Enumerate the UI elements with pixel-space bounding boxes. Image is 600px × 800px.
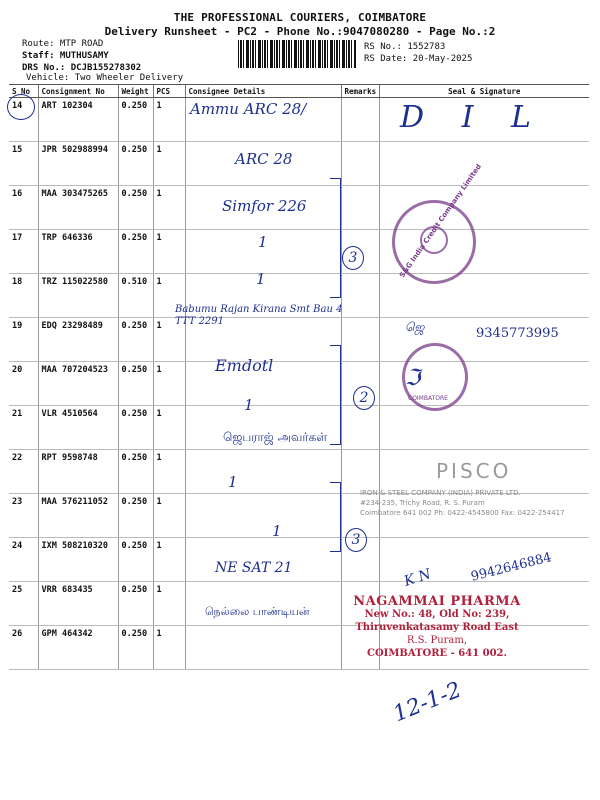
handwriting-row20: Emdotl <box>215 356 274 375</box>
cell-pcs: 1 <box>153 626 185 670</box>
row14-sno-circle <box>7 94 35 120</box>
rs-number: RS No.: 1552783 <box>364 42 446 52</box>
signature-row19: ஜெ <box>405 320 425 334</box>
signature-row20: ℑ <box>405 366 421 391</box>
header-right-block <box>364 41 472 65</box>
cell-consignment-no: JPR 502988994 <box>38 142 118 186</box>
cell-weight: 0.250 <box>118 582 153 626</box>
cell-remarks <box>341 186 379 230</box>
cell-pcs: 1 <box>153 186 185 230</box>
cell-consignment-no: TRP 646336 <box>38 230 118 274</box>
cell-weight: 0.250 <box>118 142 153 186</box>
handwriting-row16: Simfor 226 <box>222 197 307 215</box>
cell-remarks <box>341 406 379 450</box>
cell-seal-signature <box>379 274 589 318</box>
cell-consignment-no: VLR 4510564 <box>38 406 118 450</box>
route-text: Route: MTP ROAD <box>22 39 104 49</box>
cell-sno: 17 <box>9 230 38 274</box>
drs-number: DRS No.: DCJB155278302 <box>22 63 142 73</box>
cell-weight: 0.250 <box>118 626 153 670</box>
bracket-group-3 <box>330 482 341 552</box>
cell-pcs: 1 <box>153 142 185 186</box>
cell-sno: 26 <box>9 626 38 670</box>
nagammai-pharma-stamp <box>332 595 542 660</box>
cell-weight: 0.250 <box>118 538 153 582</box>
nagammai-address-3: R.S. Puram, <box>406 635 468 646</box>
signature-top: D I L <box>400 100 545 135</box>
cell-remarks <box>341 318 379 362</box>
bottom-handwriting: 12-1-2 <box>389 677 465 728</box>
cell-consignment-no: ART 102304 <box>38 98 118 142</box>
cell-consignment-no: TRZ 115022580 <box>38 274 118 318</box>
cell-consignment-no: MAA 707204523 <box>38 362 118 406</box>
cell-weight: 0.250 <box>118 318 153 362</box>
cell-sno: 21 <box>9 406 38 450</box>
bracket-group-1 <box>330 178 341 298</box>
cell-pcs: 1 <box>153 538 185 582</box>
cell-weight: 0.250 <box>118 450 153 494</box>
cell-sno: 16 <box>9 186 38 230</box>
col-consignment: Consignment No <box>38 85 118 98</box>
staff-text: Staff: MUTHUSAMY <box>22 51 109 61</box>
cell-weight: 0.250 <box>118 98 153 142</box>
handwriting-row26: நெல்லை பாண்டியன் <box>205 605 310 618</box>
ditto-row18: 1 <box>256 270 266 288</box>
pisco-logo: PISCO <box>436 459 512 483</box>
cell-pcs: 1 <box>153 494 185 538</box>
cell-sno: 22 <box>9 450 38 494</box>
ditto-row24: 1 <box>272 522 282 540</box>
handwriting-row25: NE SAT 21 <box>215 560 293 576</box>
cell-consignment-no: EDQ 23298489 <box>38 318 118 362</box>
col-consignee: Consignee Details <box>185 85 341 98</box>
pisco-line-2: #234-235, Trichy Road, R. S. Puram <box>360 499 485 507</box>
cell-sno: 18 <box>9 274 38 318</box>
count-circle-2: 2 <box>353 386 375 410</box>
nagammai-address-4: COIMBATORE - 641 002. <box>367 648 507 659</box>
cell-sno: 24 <box>9 538 38 582</box>
cell-weight: 0.250 <box>118 494 153 538</box>
table-row <box>9 230 589 274</box>
handwriting-row14: Ammu ARC 28/ <box>190 100 307 118</box>
cell-pcs: 1 <box>153 274 185 318</box>
cell-remarks <box>341 142 379 186</box>
cell-remarks <box>341 274 379 318</box>
col-seal: Seal & Signature <box>379 85 589 98</box>
cell-consignment-no: IXM 508210320 <box>38 538 118 582</box>
phone-number-2: 9942646884 <box>469 550 554 585</box>
runsheet-table <box>9 84 589 670</box>
cell-weight: 0.250 <box>118 406 153 450</box>
table-row <box>9 142 589 186</box>
handwriting-row15: ARC 28 <box>235 150 293 168</box>
cell-consignment-no: VRR 683435 <box>38 582 118 626</box>
vehicle-text: Vehicle: Two Wheeler Delivery <box>26 73 184 83</box>
header-left-block <box>22 38 141 74</box>
cell-sno: 20 <box>9 362 38 406</box>
runsheet-subtitle: Delivery Runsheet - PC2 - Phone No.:9047080280 - Page No.:2 <box>104 25 496 38</box>
table-row <box>9 362 589 406</box>
cell-weight: 0.250 <box>118 230 153 274</box>
col-sno: S No <box>9 85 38 98</box>
cell-pcs: 1 <box>153 406 185 450</box>
cell-pcs: 1 <box>153 98 185 142</box>
cell-remarks <box>341 450 379 494</box>
cell-consignment-no: MAA 303475265 <box>38 186 118 230</box>
cell-weight: 0.250 <box>118 186 153 230</box>
cell-pcs: 1 <box>153 582 185 626</box>
cell-sno: 14 <box>9 98 38 142</box>
ditto-row17: 1 <box>258 233 268 251</box>
pisco-line-3: Coimbatore 641 002 Ph: 0422-4545800 Fax: 0422-254417 <box>360 509 565 517</box>
nagammai-name: NAGAMMAI PHARMA <box>353 594 521 609</box>
table-header-row <box>9 85 589 98</box>
cell-seal-signature <box>379 406 589 450</box>
cell-sno: 23 <box>9 494 38 538</box>
handwriting-row19: Babumu Rajan Kirana Smt Bau 4 TTT 2291 <box>175 304 343 327</box>
rs-date: RS Date: 20-May-2025 <box>364 54 473 64</box>
col-pcs: PCS <box>153 85 185 98</box>
cell-consignee <box>185 450 341 494</box>
company-title: THE PROFESSIONAL COURIERS, COIMBATORE <box>173 11 427 24</box>
cell-weight: 0.250 <box>118 362 153 406</box>
nagammai-address-2: Thiruvenkatasamy Road East <box>355 622 519 633</box>
cell-consignee <box>185 494 341 538</box>
cell-weight: 0.510 <box>118 274 153 318</box>
handwriting-row22: ஜெபராஜ் அவர்கள் <box>223 430 328 444</box>
cell-sno: 19 <box>9 318 38 362</box>
cell-seal-signature <box>379 142 589 186</box>
count-circle-3: 3 <box>345 528 367 552</box>
phone-number-1: 9345773995 <box>476 326 559 341</box>
cell-pcs: 1 <box>153 318 185 362</box>
signature-row25: K N <box>402 566 433 590</box>
cell-pcs: 1 <box>153 450 185 494</box>
ditto-row21: 1 <box>244 396 254 414</box>
count-circle-1: 3 <box>342 246 364 270</box>
pisco-address <box>360 488 565 518</box>
col-weight: Weight <box>118 85 153 98</box>
cell-remarks <box>341 98 379 142</box>
cell-consignment-no: GPM 464342 <box>38 626 118 670</box>
cell-sno: 25 <box>9 582 38 626</box>
cell-sno: 15 <box>9 142 38 186</box>
cell-consignment-no: RPT 9598748 <box>38 450 118 494</box>
cell-pcs: 1 <box>153 362 185 406</box>
ditto-row23: 1 <box>228 473 238 491</box>
cell-pcs: 1 <box>153 230 185 274</box>
credit-company-text: S&G India Credit Company Limited <box>398 162 483 280</box>
bracket-group-2 <box>330 345 341 445</box>
cell-consignment-no: MAA 576211052 <box>38 494 118 538</box>
cell-consignee <box>185 626 341 670</box>
nagammai-address-1: New No.: 48, Old No: 239, <box>364 609 510 620</box>
col-remarks: Remarks <box>341 85 379 98</box>
pisco-line-1: IRON & STEEL COMPANY (INDIA) PRIVATE LTD. <box>360 489 521 497</box>
coimbatore-seal-text: COIMBATORE <box>408 395 448 402</box>
barcode-icon <box>238 40 356 68</box>
